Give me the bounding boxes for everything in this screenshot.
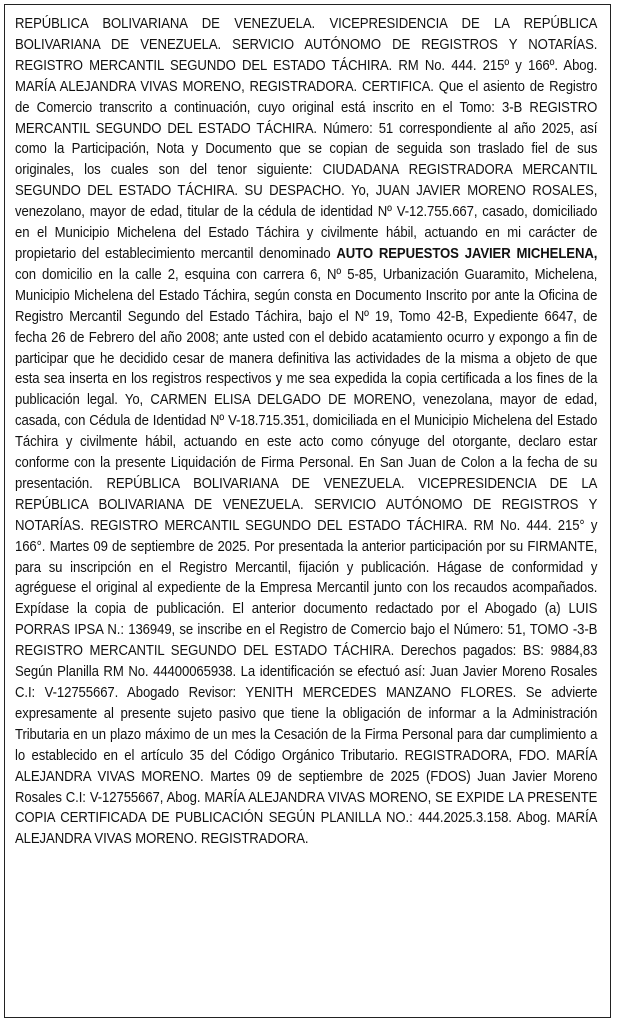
legal-notice-box bbox=[4, 4, 611, 1018]
business-name: AUTO REPUESTOS JAVIER MICHELENA, bbox=[336, 245, 598, 262]
notice-body-text bbox=[15, 14, 597, 850]
notice-text-part-1: REPÚBLICA BOLIVARIANA DE VENEZUELA. VICEPRESIDENCIA DE LA REPÚBLICA BOLIVARIANA DE VENEZUELA. SERVICIO AUTÓNOMO DE REGISTROS Y NOTARÍAS. REGISTRO MERCANTIL SEGUNDO DEL ESTADO TÁCHIRA. RM No. 444. 215º y 166º. Abog. MARÍA ALEJANDRA VIVAS MORENO, REGISTRADORA. CERTIFICA. Que el asiento de Registro de Comercio transcrito a continuación, cuyo original está inscrito en el Tomo: 3-B REGISTRO MERCANTIL SEGUNDO DEL ESTADO TÁCHIRA. Número: 51 correspondiente al año 2025, así como la Participación, Nota y Documento que se copian de seguida son traslado fiel de sus originales, los cuales son del tenor siguiente: CIUDADANA REGISTRADORA MERCANTIL SEGUNDO DEL ESTADO TÁCHIRA. SU DESPACHO. Yo, JUAN JAVIER MORENO ROSALES, venezolano, mayor de edad, titular de la cédula de identidad Nº V-12.755.667, casado, domiciliado en el Municipio Michelena del Estado Táchira y civilmente hábil, actuando en mi carácter de propietario del establecimiento mercantil denominado bbox=[15, 16, 598, 262]
notice-text-part-2: con domicilio en la calle 2, esquina con carrera 6, Nº 5-85, Urbanización Guaramito, Michelena, Municipio Michelena del Estado Táchira, según consta en Documento Inscrito por ante la Oficina de Registro Mercantil Segundo del Estado Táchira, bajo el Nº 19, Tomo 42-B, Expediente 6647, de fecha 26 de Febrero del año 2008; ante usted con el debido acatamiento ocurro y expongo a fin de participar que he decidido cesar de manera definitiva las actividades de la misma a objeto de que esta sea inserta en los registros respectivos y me sea expedida la copia certificada a los fines de la publicación legal. Yo, CARMEN ELISA DELGADO DE MORENO, venezolana, mayor de edad, casada, con Cédula de Identidad Nº V-18.715.351, domiciliada en el Municipio Michelena del Estado Táchira y civilmente hábil, actuando en este acto como cónyuge del otorgante, declaro estar conforme con la presente Liquidación de Firma Personal. En San Juan de Colon a la fecha de su presentación. REPÚBLICA BOLIVARIANA DE VENEZUELA. VICEPRESIDENCIA DE LA REPÚBLICA BOLIVARIANA DE VENEZUELA. SERVICIO AUTÓNOMO DE REGISTROS Y NOTARÍAS. REGISTRO MERCANTIL SEGUNDO DEL ESTADO TÁCHIRA. RM No. 444. 215° y 166°. Martes 09 de septiembre de 2025. Por presentada la anterior participación por su FIRMANTE, para su inscripción en el Registro Mercantil, fijación y publicación. Hágase de conformidad y agréguese el original al expediente de la Empresa Mercantil junto con los recaudos acompañados. Expídase la copia de publicación. El anterior documento redactado por el Abogado (a) LUIS PORRAS IPSA N.: 136949, se inscribe en el Registro de Comercio bajo el Número: 51, TOMO -3-B REGISTRO MERCANTIL SEGUNDO DEL ESTADO TÁCHIRA. Derechos pagados: BS: 9884,83 Según Planilla RM No. 44400065938. La identificación se efectuó así: Juan Javier Moreno Rosales C.I: V-12755667. Abogado Revisor: YENITH MERCEDES MANZANO FLORES. Se advierte expresamente al presente sujeto pasivo que tiene la obligación de informar a la Administración Tributaria en un plazo máximo de un mes la Cesación de la Firma Personal para dar cumplimiento a lo establecido en el artículo 35 del Código Orgánico Tributario. REGISTRADORA, FDO. MARÍA ALEJANDRA VIVAS MORENO. Martes 09 de septiembre de 2025 (FDOS) Juan Javier Moreno Rosales C.I: V-12755667, Abog. MARÍA ALEJANDRA VIVAS MORENO, SE EXPIDE LA PRESENTE COPIA CERTIFICADA DE PUBLICACIÓN SEGÚN PLANILLA NO.: 444.2025.3.158. Abog. MARÍA ALEJANDRA VIVAS MORENO. REGISTRADORA. bbox=[15, 266, 598, 848]
